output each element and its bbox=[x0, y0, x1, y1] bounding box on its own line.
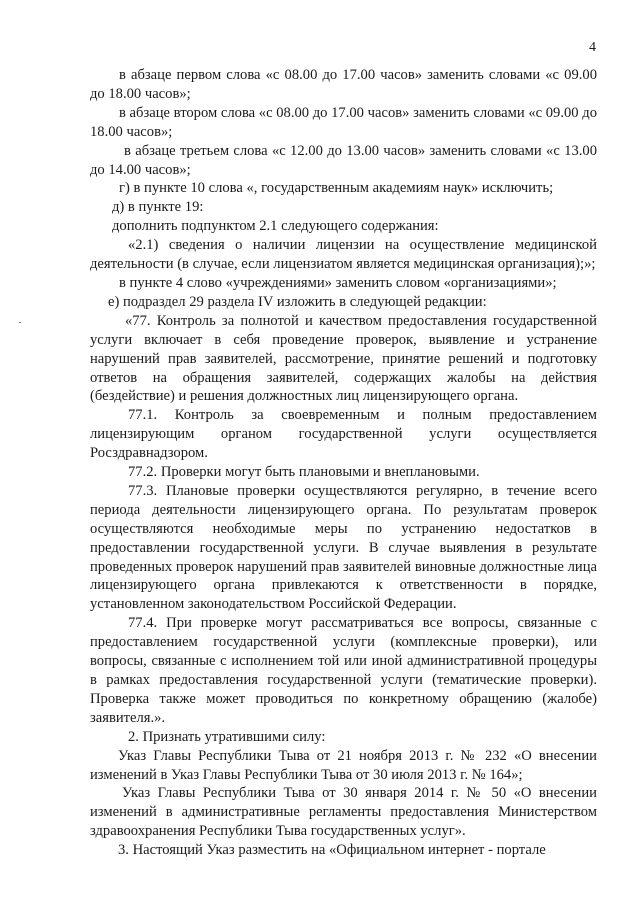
paragraph-16: Указ Главы Республики Тыва от 21 ноября 2013 г. № 232 «О внесении изменений в Указ Главы Республики Тыва от 30 июля 2013 г. № 164»; bbox=[90, 747, 597, 783]
paragraph-2: в абзаце втором слова «с 08.00 до 17.00 часов» заменить словами «с 09.00 до 18.00 часов»; bbox=[90, 104, 597, 140]
paragraph-4: г) в пункте 10 слова «, государственным академиям наук» исключить; bbox=[119, 180, 554, 197]
margin-mark bbox=[19, 322, 21, 323]
paragraph-6: дополнить подпунктом 2.1 следующего содержания: bbox=[112, 218, 439, 235]
paragraph-14: 77.4. При проверке могут рассматриваться все вопросы, связанные с предоставлением государственной услуги (комплексные проверки), или вопросы, связанные с исполнением той или иной административной процедуры в рамках предоставления государственной услуги (тематические проверки). Проверка также может проводиться по конкретному обращению (жалобе) заявителя.». bbox=[90, 615, 597, 726]
paragraph-1: в абзаце первом слова «с 08.00 до 17.00 часов» заменить словами «с 09.00 до 18.00 часов»; bbox=[90, 67, 597, 102]
paragraph-7: «2.1) сведения о наличии лицензии на осуществление медицинской деятельности (в случае, если лицензиатом является медицинская организация);»; bbox=[90, 237, 597, 273]
paragraph-11: 77.1. Контроль за своевременным и полным предоставлением лицензирующим органом государственной услуги осуществляется Росздравнадзором. bbox=[90, 407, 597, 462]
paragraph-5: д) в пункте 19: bbox=[112, 199, 204, 216]
paragraph-18: 3. Настоящий Указ разместить на «Официальном интернет - портале bbox=[118, 842, 546, 859]
paragraph-15: 2. Признать утратившими силу: bbox=[128, 728, 326, 745]
paragraph-3: в абзаце третьем слова «с 12.00 до 13.00 часов» заменить словами «с 13.00 до 14.00 часов»; bbox=[90, 142, 597, 178]
document-body bbox=[90, 66, 597, 860]
paragraph-10: «77. Контроль за полнотой и качеством предоставления государственной услуги включает в себя проведение проверок, выявление и устранение нарушений прав заявителей, рассмотрение, принятие решений и подготовку ответов на обращения заявителей, содержащих жалобы на действия (бездействие) и решения должностных лиц лицензирующего органа. bbox=[90, 312, 597, 405]
page-number: 4 bbox=[589, 40, 596, 55]
paragraph-13: 77.3. Плановые проверки осуществляются регулярно, в течение всего периода деятельности лицензирующего органа. По результатам проверок осуществляются необходимые меры по устранению недостатков в предоставлении государственной услуги. В случае выявления в результате проведенных проверок нарушений прав заявителей виновные должностные лица лицензирующего органа привлекаются к ответственности в порядке, установленном законодательством Российской Федерации. bbox=[90, 482, 597, 613]
paragraph-8: в пункте 4 слово «учреждениями» заменить словом «организациями»; bbox=[119, 274, 557, 291]
paragraph-12: 77.2. Проверки могут быть плановыми и внеплановыми. bbox=[128, 464, 480, 481]
paragraph-17: Указ Главы Республики Тыва от 30 января 2014 г. № 50 «О внесении изменений в административные регламенты предоставления Министерством здравоохранения Республики Тыва государственных услуг». bbox=[90, 785, 597, 840]
paragraph-9: е) подраздел 29 раздела IV изложить в следующей редакции: bbox=[108, 293, 487, 310]
